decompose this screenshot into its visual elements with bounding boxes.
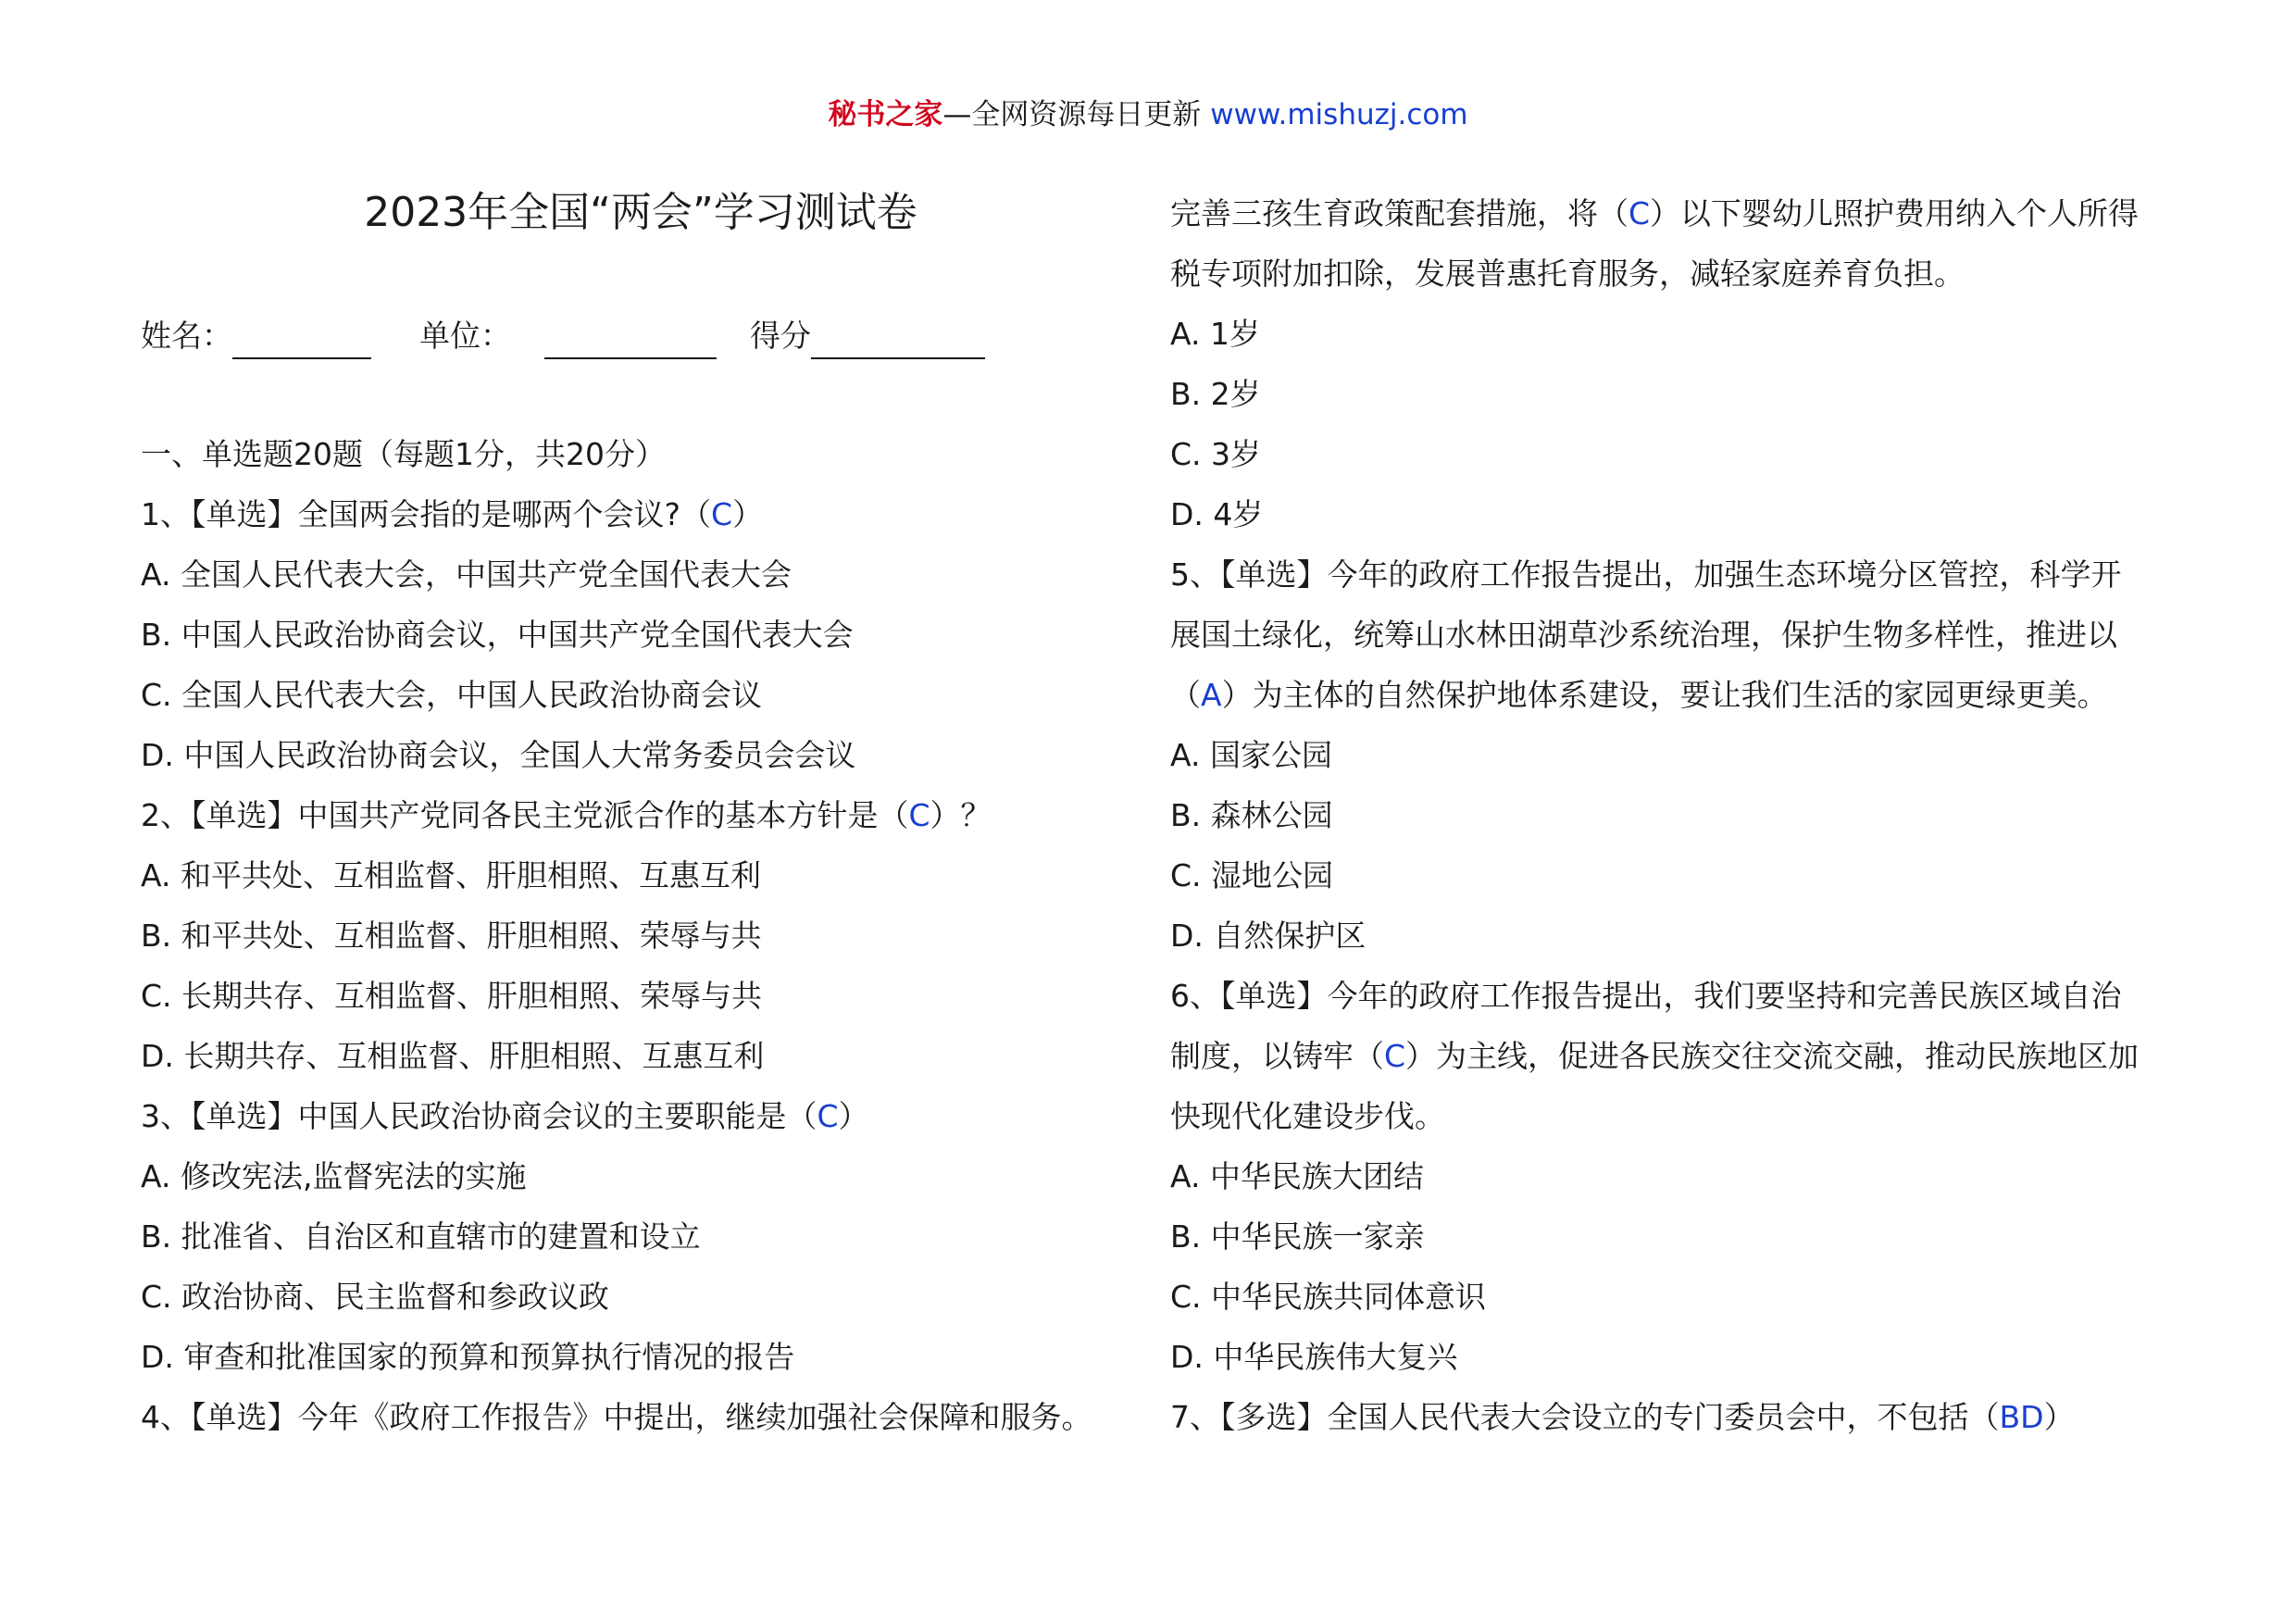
answer-6: C: [1384, 1038, 1406, 1074]
option: B. 中国人民政治协商会议，中国共产党全国代表大会: [141, 617, 854, 653]
option: C. 湿地公园: [1170, 857, 1334, 893]
score-label: 得分: [750, 318, 811, 354]
option: A. 修改宪法,监督宪法的实施: [141, 1158, 527, 1194]
option: D. 审查和批准国家的预算和预算执行情况的报告: [141, 1339, 795, 1375]
question-4-cont2: 税专项附加扣除，发展普惠托育服务，减轻家庭养育负担。: [1170, 256, 1965, 292]
section-heading: 一、单选题20题（每题1分，共20分）: [141, 436, 666, 472]
option: D. 中华民族伟大复兴: [1170, 1339, 1458, 1375]
page-title: 2023年全国“两会”学习测试卷: [364, 189, 917, 236]
option: A. 全国人民代表大会，中国共产党全国代表大会: [141, 556, 792, 593]
question-4-start: 4、【单选】今年《政府工作报告》中提出，继续加强社会保障和服务。: [141, 1399, 1092, 1435]
question-6-line2: 制度，以铸牢（C）为主线，促进各民族交往交流交融，推动民族地区加: [1170, 1038, 2140, 1074]
score-blank: [811, 324, 985, 359]
question-6: 6、【单选】今年的政府工作报告提出，我们要坚持和完善民族区域自治: [1170, 978, 2122, 1014]
option: D. 自然保护区: [1170, 918, 1366, 954]
name-blank: [232, 324, 371, 359]
question-3: 3、【单选】中国人民政治协商会议的主要职能是（C）: [141, 1098, 869, 1134]
option: C. 中华民族共同体意识: [1170, 1279, 1487, 1315]
unit-label: 单位：: [419, 318, 511, 354]
question-4-cont: 完善三孩生育政策配套措施，将（C）以下婴幼儿照护费用纳入个人所得: [1170, 195, 2140, 231]
option: A. 1岁: [1170, 316, 1260, 352]
question-5-line2: 展国土绿化，统筹山水林田湖草沙系统治理，保护生物多样性，推进以: [1170, 617, 2117, 653]
option: A. 国家公园: [1170, 737, 1332, 773]
option: C. 3岁: [1170, 436, 1262, 472]
brand-name: 秘书之家: [828, 98, 943, 131]
answer-1: C: [711, 496, 733, 532]
question-5-line3: （A）为主体的自然保护地体系建设，要让我们生活的家园更绿更美。: [1170, 677, 2108, 713]
question-2: 2、【单选】中国共产党同各民主党派合作的基本方针是（C）？: [141, 797, 992, 833]
option: C. 长期共存、互相监督、肝胆相照、荣辱与共: [141, 978, 763, 1014]
option: D. 4岁: [1170, 496, 1264, 532]
answer-3: C: [817, 1098, 839, 1134]
option: A. 和平共处、互相监督、肝胆相照、互惠互利: [141, 857, 761, 893]
site-header: [0, 93, 2296, 137]
question-1: 1、【单选】全国两会指的是哪两个会议?（C）: [141, 496, 764, 532]
header-dash: —: [942, 98, 972, 131]
site-url-link[interactable]: www.mishuzj.com: [1210, 98, 1468, 131]
option: B. 中华民族一家亲: [1170, 1218, 1425, 1255]
header-tagline: 全网资源每日更新: [971, 98, 1211, 131]
option: B. 批准省、自治区和直辖市的建置和设立: [141, 1218, 701, 1255]
option: D. 长期共存、互相监督、肝胆相照、互惠互利: [141, 1038, 765, 1074]
name-label: 姓名：: [141, 318, 232, 354]
answer-4: C: [1628, 195, 1651, 231]
answer-5: A: [1201, 677, 1222, 713]
option: A. 中华民族大团结: [1170, 1158, 1424, 1194]
option: B. 2岁: [1170, 376, 1261, 412]
question-6-line3: 快现代化建设步伐。: [1170, 1098, 1445, 1134]
option: D. 中国人民政治协商会议，全国人大常务委员会会议: [141, 737, 856, 773]
answer-2: C: [908, 797, 930, 833]
info-row: [141, 313, 985, 359]
option: B. 森林公园: [1170, 797, 1333, 833]
option: C. 政治协商、民主监督和参政议政: [141, 1279, 610, 1315]
option: B. 和平共处、互相监督、肝胆相照、荣辱与共: [141, 918, 762, 954]
answer-7: BD: [1999, 1399, 2044, 1435]
option: C. 全国人民代表大会，中国人民政治协商会议: [141, 677, 763, 713]
question-7: 7、【多选】全国人民代表大会设立的专门委员会中，不包括（BD）: [1170, 1399, 2075, 1435]
unit-blank: [544, 324, 717, 359]
question-5: 5、【单选】今年的政府工作报告提出，加强生态环境分区管控，科学开: [1170, 556, 2122, 593]
